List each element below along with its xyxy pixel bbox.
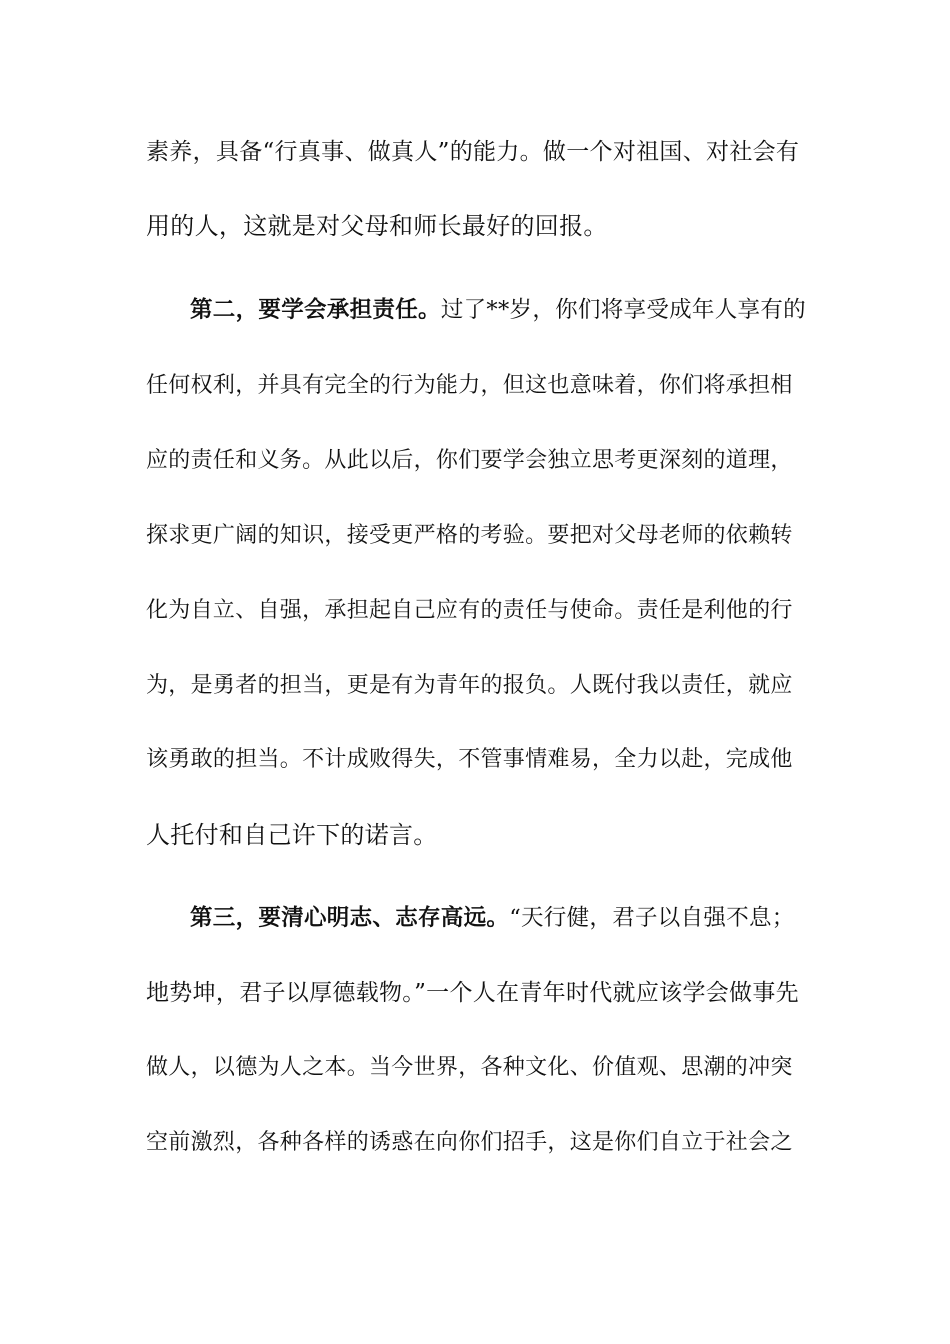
paragraph-2-line-7: 该勇敢的担当。不计成败得失，不管事情难易，全力以赴，完成他 — [146, 747, 793, 772]
paragraph-1-line-2: 用的人，这就是对父母和师长最好的回报。 — [146, 212, 608, 240]
paragraph-3-line-2: 地势坤，君子以厚德载物。”一个人在青年时代就应该学会做事先 — [146, 980, 799, 1006]
paragraph-2-heading: 第二，要学会承担责任。 — [190, 297, 441, 323]
paragraph-3-heading: 第三，要清心明志、志存高远。 — [190, 905, 510, 931]
paragraph-2-line-1 — [190, 290, 806, 330]
paragraph-3-line-1-text: “天行健，君子以自强不息； — [509, 905, 795, 931]
paragraph-2-line-4: 探求更广阔的知识，接受更严格的考验。要把对父母老师的依赖转 — [146, 523, 793, 548]
paragraph-2-line-3: 应的责任和义务。从此以后，你们要学会独立思考更深刻的道理， — [146, 448, 793, 473]
paragraph-3-line-4: 空前激烈，各种各样的诱惑在向你们招手，这是你们自立于社会之 — [146, 1130, 793, 1155]
paragraph-2-line-8: 人托付和自己许下的诺言。 — [146, 821, 438, 849]
paragraph-2-line-6: 为，是勇者的担当，更是有为青年的报负。人既付我以责任，就应 — [146, 673, 793, 698]
paragraph-2-line-5: 化为自立、自强，承担起自己应有的责任与使命。责任是利他的行 — [146, 598, 793, 623]
paragraph-3-line-3: 做人，以德为人之本。当今世界，各种文化、价值观、思潮的冲突 — [146, 1055, 793, 1080]
paragraph-2-line-2: 任何权利，并具有完全的行为能力，但这也意味着，你们将承担相 — [146, 373, 793, 398]
paragraph-2-line-1-text: 过了**岁，你们将享受成年人享有的 — [440, 297, 806, 323]
paragraph-3-line-1 — [190, 898, 806, 938]
paragraph-1-line-1: 素养，具备“行真事、做真人”的能力。做一个对祖国、对社会有 — [146, 139, 800, 165]
